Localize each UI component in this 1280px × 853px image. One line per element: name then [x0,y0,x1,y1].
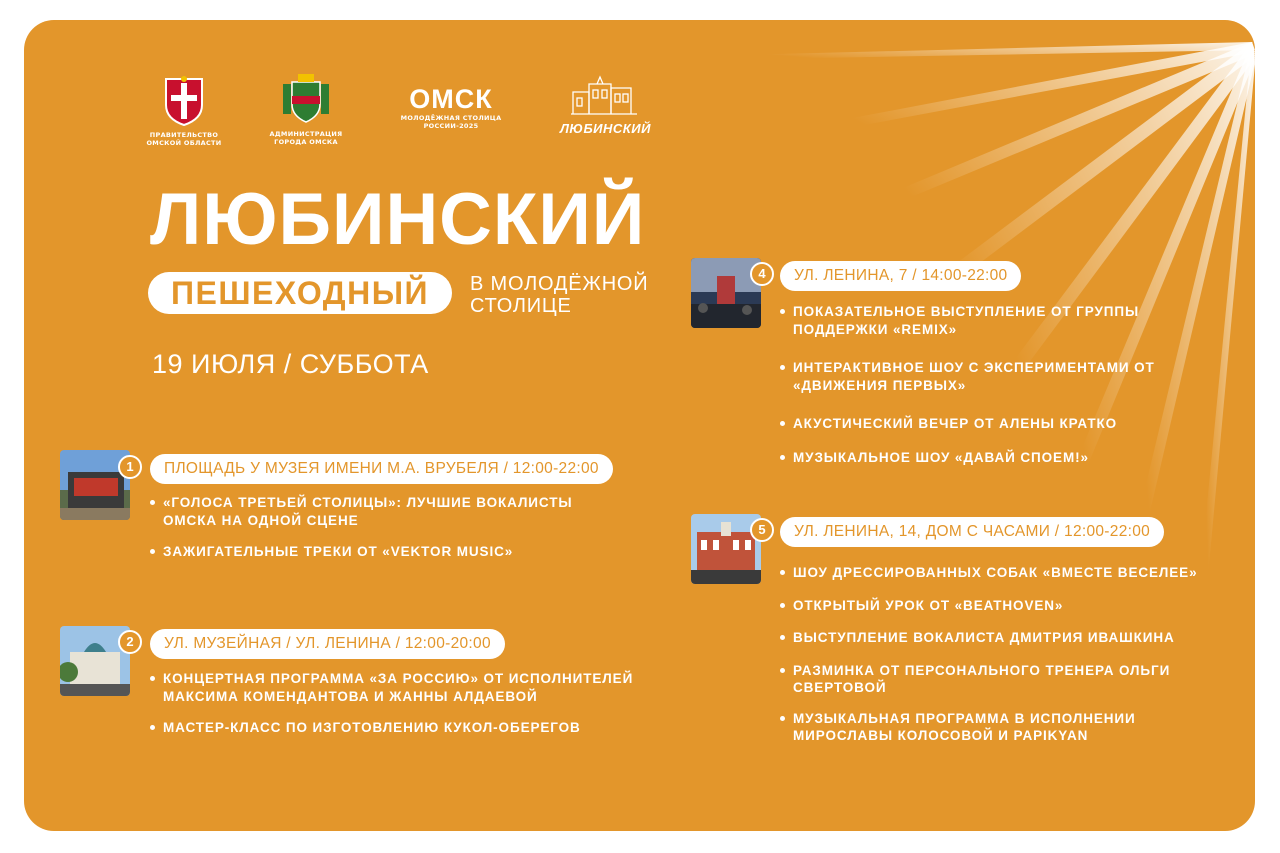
venue-location-pill: УЛ. ЛЕНИНА, 14, ДОМ С ЧАСАМИ / 12:00-22:00 [780,517,1164,547]
venue-number-badge: 1 [118,455,142,479]
activity-item: КОНЦЕРТНАЯ ПРОГРАММА «ЗА РОССИЮ» ОТ ИСПОЛНИТЕЛЕЙ МАКСИМА КОМЕНДАНТОВА И ЖАННЫ АЛДАЕВОЙ [150,670,670,705]
activity-item: АКУСТИЧЕСКИЙ ВЕЧЕР ОТ АЛЕНЫ КРАТКО [780,415,1220,433]
event-date: 19 ИЮЛЯ / СУББОТА [152,349,429,379]
venue-activities [150,494,620,561]
omsk-city-coat-of-arms-icon [279,70,333,126]
activity-item: ШОУ ДРЕССИРОВАННЫХ СОБАК «ВМЕСТЕ ВЕСЕЛЕЕ» [780,564,1230,582]
activity-item: РАЗМИНКА ОТ ПЕРСОНАЛЬНОГО ТРЕНЕРА ОЛЬГИ СВЕРТОВОЙ [780,662,1230,697]
activity-item: ИНТЕРАКТИВНОЕ ШОУ С ЭКСПЕРИМЕНТАМИ ОТ «ДВИЖЕНИЯ ПЕРВЫХ» [780,359,1220,394]
logo-omsk-city-administration [260,70,352,146]
venue-activities [780,564,1230,745]
activity-item: ЗАЖИГАТЕЛЬНЫЕ ТРЕКИ ОТ «VEKTOR MUSIC» [150,543,620,561]
venue-location-pill: ПЛОЩАДЬ У МУЗЕЯ ИМЕНИ М.А. ВРУБЕЛЯ / 12:00-22:00 [150,454,613,484]
title-pill: ПЕШЕХОДНЫЙ [148,272,452,314]
youth-capital-caption-line1: МОЛОДЁЖНАЯ СТОЛИЦА [400,114,502,122]
venue-number-badge: 5 [750,518,774,542]
logo-omsk-youth-capital [396,84,506,130]
venue-number-badge: 4 [750,262,774,286]
title-subtitle [470,273,670,317]
logo-lubinsky [560,74,650,136]
omsk-region-coat-of-arms-icon [162,75,206,127]
venue-activities [150,670,670,737]
event-poster [24,20,1255,831]
gov-region-caption-line2: ОМСКОЙ ОБЛАСТИ [146,139,222,147]
subtitle-line1: В МОЛОДЁЖНОЙ [470,273,649,295]
city-admin-caption-line1: АДМИНИСТРАЦИЯ [269,130,343,138]
city-admin-caption-line2: ГОРОДА ОМСКА [274,138,338,146]
omsk-wordmark: ОМСК [409,84,493,114]
venue-location-pill: УЛ. ЛЕНИНА, 7 / 14:00-22:00 [780,261,1021,291]
activity-item: МАСТЕР-КЛАСС ПО ИЗГОТОВЛЕНИЮ КУКОЛ-ОБЕРЕГОВ [150,719,670,737]
venue-location-pill: УЛ. МУЗЕЙНАЯ / УЛ. ЛЕНИНА / 12:00-20:00 [150,629,505,659]
activity-item: МУЗЫКАЛЬНОЕ ШОУ «ДАВАЙ СПОЕМ!» [780,449,1220,467]
subtitle-line2: СТОЛИЦЕ [470,295,572,317]
activity-item: ОТКРЫТЫЙ УРОК ОТ «BEATHOVEN» [780,597,1230,615]
activity-item: МУЗЫКАЛЬНАЯ ПРОГРАММА В ИСПОЛНЕНИИ МИРОСЛАВЫ КОЛОСОВОЙ И PAPIKYAN [780,710,1230,745]
activity-item: ВЫСТУПЛЕНИЕ ВОКАЛИСТА ДМИТРИЯ ИВАШКИНА [780,629,1230,647]
venue-number-badge: 2 [118,630,142,654]
poster-title: ЛЮБИНСКИЙ [150,179,646,260]
lubinsky-wordmark: ЛЮБИНСКИЙ [560,121,651,136]
logo-omsk-region-government [144,75,224,147]
activity-item: ПОКАЗАТЕЛЬНОЕ ВЫСТУПЛЕНИЕ ОТ ГРУППЫ ПОДДЕРЖКИ «REMIX» [780,303,1220,338]
activity-item: «ГОЛОСА ТРЕТЬЕЙ СТОЛИЦЫ»: ЛУЧШИЕ ВОКАЛИСТЫ ОМСКА НА ОДНОЙ СЦЕНЕ [150,494,620,529]
venue-activities [780,303,1220,466]
gov-region-caption-line1: ПРАВИТЕЛЬСТВО [149,131,219,139]
lubinsky-building-icon [567,74,643,118]
youth-capital-caption-line2: РОССИИ-2025 [423,122,479,130]
